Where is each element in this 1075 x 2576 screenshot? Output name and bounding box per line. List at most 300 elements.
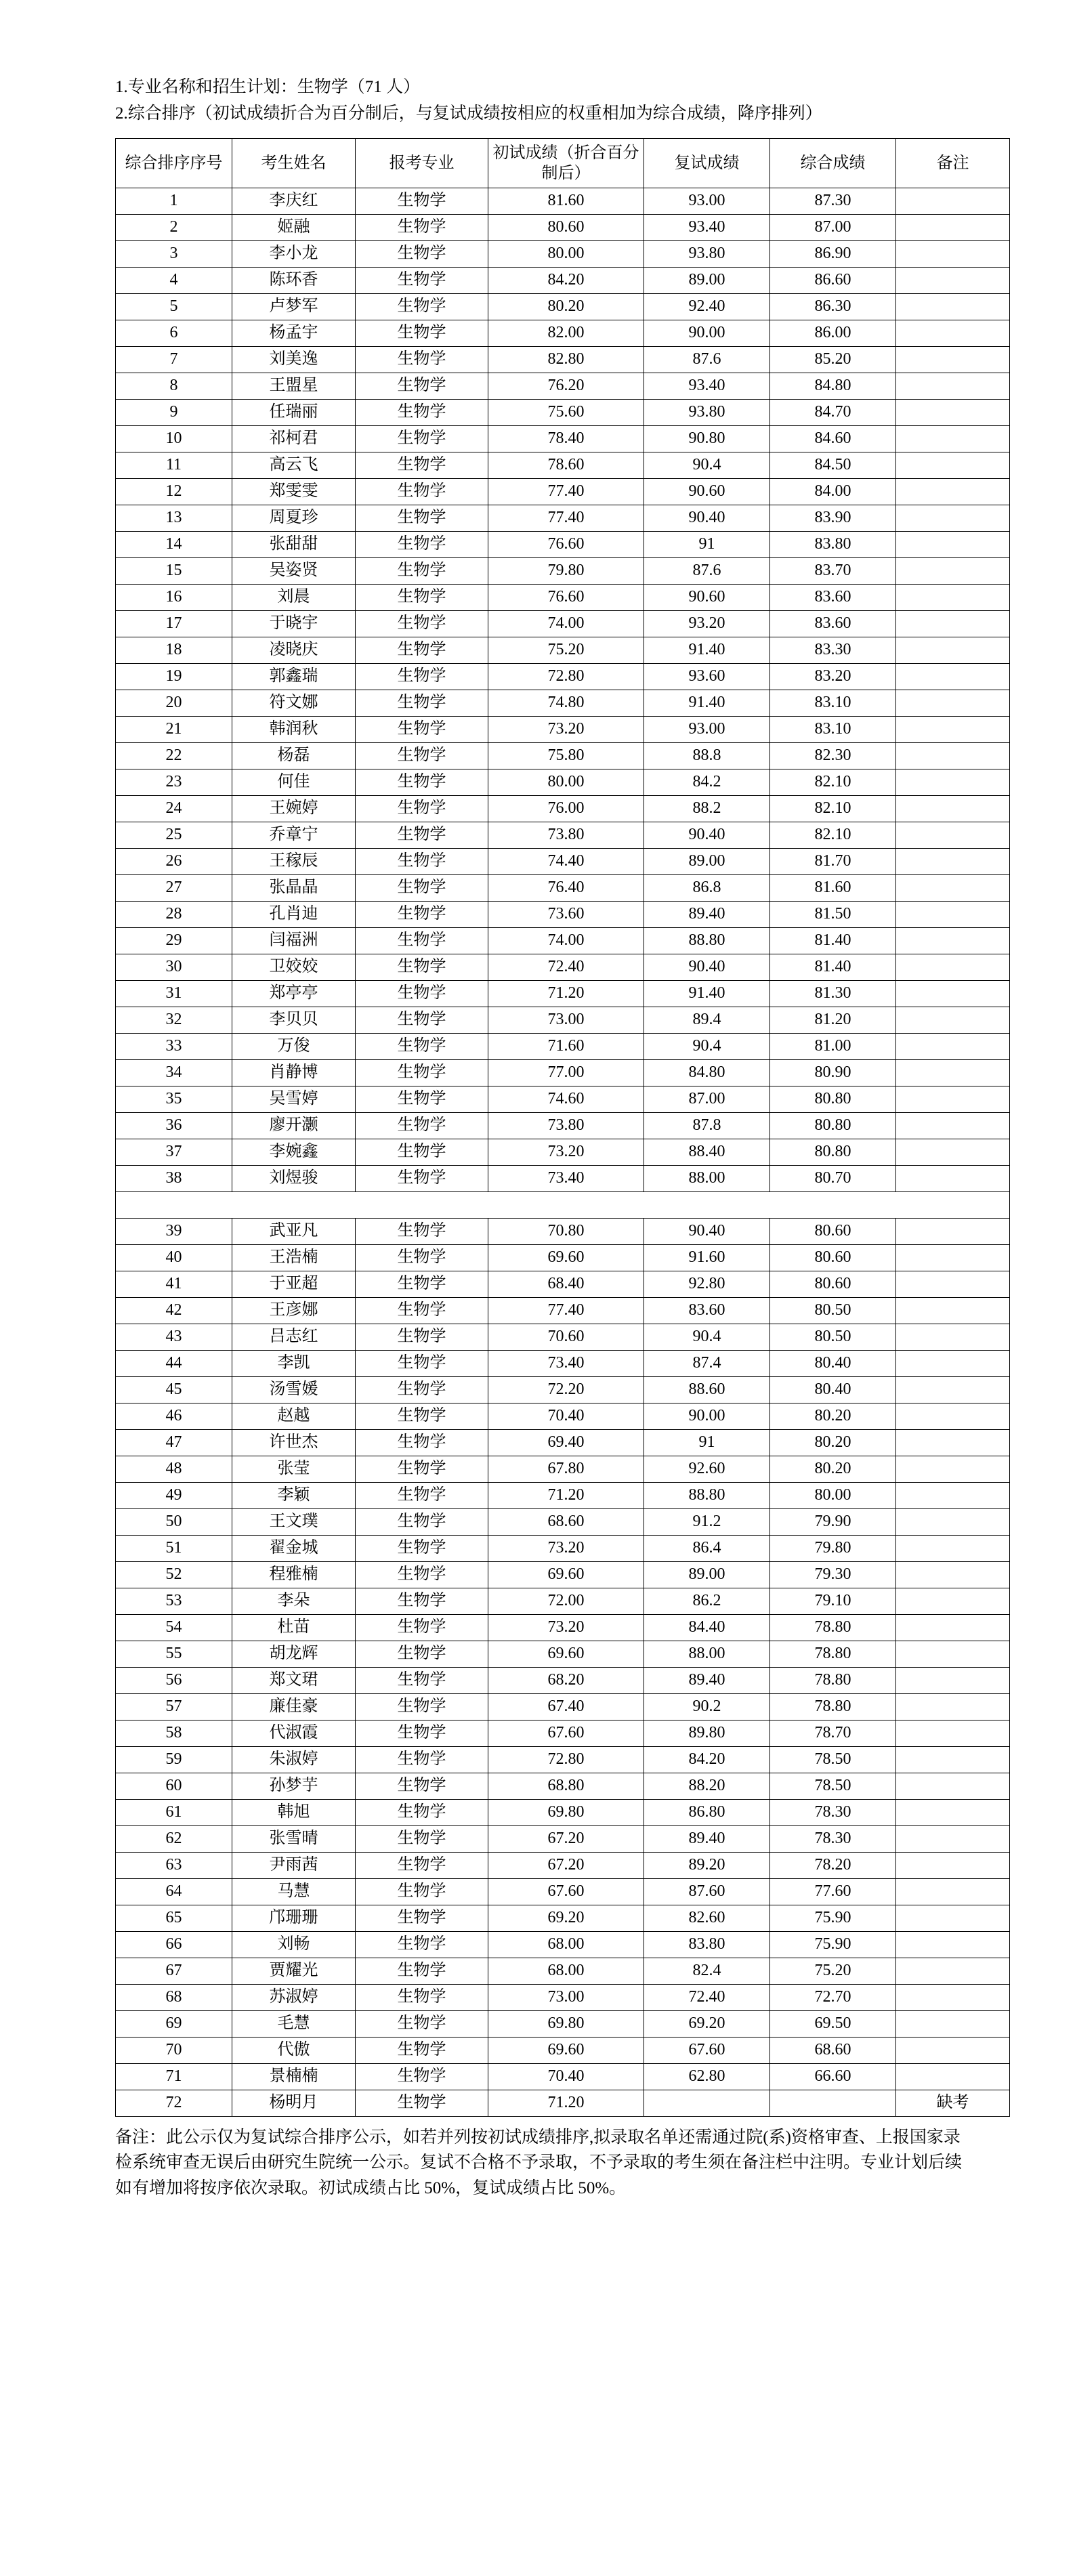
cell-name: 卢梦军 [232, 293, 356, 320]
cell-total-score [770, 2090, 896, 2116]
cell-total-score: 79.10 [770, 1588, 896, 1614]
cell-rank: 14 [116, 531, 232, 557]
cell-remark [896, 1852, 1010, 1878]
cell-initial-score: 69.60 [488, 1561, 644, 1588]
cell-major: 生物学 [356, 1799, 488, 1825]
cell-major: 生物学 [356, 637, 488, 663]
cell-retest-score: 93.60 [644, 663, 770, 690]
cell-retest-score: 86.8 [644, 874, 770, 901]
cell-remark [896, 1614, 1010, 1641]
table-row [116, 557, 1010, 584]
cell-retest-score: 93.40 [644, 214, 770, 240]
cell-rank: 42 [116, 1297, 232, 1324]
cell-remark [896, 240, 1010, 267]
cell-remark [896, 1429, 1010, 1456]
intro-block [115, 75, 960, 127]
cell-remark [896, 1508, 1010, 1535]
table-row [116, 1244, 1010, 1271]
cell-total-score: 78.80 [770, 1614, 896, 1641]
cell-rank: 70 [116, 2037, 232, 2063]
cell-major: 生物学 [356, 1958, 488, 1984]
cell-major: 生物学 [356, 716, 488, 742]
cell-remark [896, 267, 1010, 293]
cell-name: 张甜甜 [232, 531, 356, 557]
cell-rank: 11 [116, 452, 232, 478]
cell-name: 乔章宁 [232, 822, 356, 848]
cell-retest-score: 91.2 [644, 1508, 770, 1535]
cell-rank: 32 [116, 1007, 232, 1033]
table-row [116, 954, 1010, 980]
cell-major: 生物学 [356, 1033, 488, 1059]
cell-major: 生物学 [356, 1667, 488, 1693]
cell-remark [896, 214, 1010, 240]
cell-retest-score: 67.60 [644, 2037, 770, 2063]
cell-name: 任瑞丽 [232, 399, 356, 425]
cell-total-score: 83.20 [770, 663, 896, 690]
cell-major: 生物学 [356, 1984, 488, 2010]
cell-total-score: 84.70 [770, 399, 896, 425]
table-row [116, 505, 1010, 531]
table-row [116, 584, 1010, 610]
cell-major: 生物学 [356, 1086, 488, 1112]
cell-retest-score [644, 2090, 770, 2116]
cell-total-score: 84.50 [770, 452, 896, 478]
cell-name: 祁柯君 [232, 425, 356, 452]
table-row [116, 1429, 1010, 1456]
cell-major: 生物学 [356, 927, 488, 954]
cell-rank: 25 [116, 822, 232, 848]
cell-total-score: 78.50 [770, 1773, 896, 1799]
cell-total-score: 83.10 [770, 716, 896, 742]
cell-rank: 36 [116, 1112, 232, 1139]
cell-initial-score: 72.80 [488, 663, 644, 690]
cell-name: 许世杰 [232, 1429, 356, 1456]
cell-major: 生物学 [356, 2037, 488, 2063]
cell-rank: 66 [116, 1931, 232, 1958]
cell-initial-score: 73.00 [488, 1984, 644, 2010]
cell-rank: 59 [116, 1746, 232, 1773]
table-row [116, 240, 1010, 267]
cell-major: 生物学 [356, 1641, 488, 1667]
cell-remark [896, 980, 1010, 1007]
cell-total-score: 78.30 [770, 1825, 896, 1852]
table-row [116, 1350, 1010, 1376]
cell-name: 符文娜 [232, 690, 356, 716]
cell-initial-score: 73.00 [488, 1007, 644, 1033]
cell-name: 王彦娜 [232, 1297, 356, 1324]
table-row [116, 1825, 1010, 1852]
cell-total-score: 83.80 [770, 531, 896, 557]
cell-rank: 24 [116, 795, 232, 822]
cell-remark [896, 373, 1010, 399]
cell-rank: 41 [116, 1271, 232, 1297]
table-row [116, 1271, 1010, 1297]
cell-remark [896, 2037, 1010, 2063]
cell-retest-score: 88.2 [644, 795, 770, 822]
cell-major: 生物学 [356, 2090, 488, 2116]
cell-remark [896, 1376, 1010, 1403]
cell-name: 刘煜骏 [232, 1165, 356, 1191]
cell-total-score: 78.80 [770, 1641, 896, 1667]
table-row [116, 2037, 1010, 2063]
cell-remark [896, 822, 1010, 848]
cell-retest-score: 90.60 [644, 478, 770, 505]
cell-name: 王婉婷 [232, 795, 356, 822]
cell-rank: 2 [116, 214, 232, 240]
cell-name: 吴姿贤 [232, 557, 356, 584]
cell-total-score: 86.30 [770, 293, 896, 320]
cell-rank: 43 [116, 1324, 232, 1350]
table-row [116, 452, 1010, 478]
cell-initial-score: 78.60 [488, 452, 644, 478]
cell-major: 生物学 [356, 690, 488, 716]
cell-retest-score: 87.00 [644, 1086, 770, 1112]
cell-total-score: 79.30 [770, 1561, 896, 1588]
table-row [116, 1165, 1010, 1191]
cell-major: 生物学 [356, 2010, 488, 2037]
cell-major: 生物学 [356, 1773, 488, 1799]
cell-name: 张雪晴 [232, 1825, 356, 1852]
cell-initial-score: 73.20 [488, 1535, 644, 1561]
cell-initial-score: 71.60 [488, 1033, 644, 1059]
cell-major: 生物学 [356, 663, 488, 690]
cell-total-score: 82.30 [770, 742, 896, 769]
table-row [116, 1614, 1010, 1641]
cell-rank: 56 [116, 1667, 232, 1693]
cell-rank: 30 [116, 954, 232, 980]
cell-name: 廖开灏 [232, 1112, 356, 1139]
cell-name: 韩润秋 [232, 716, 356, 742]
cell-initial-score: 73.60 [488, 901, 644, 927]
table-row [116, 373, 1010, 399]
table-row [116, 478, 1010, 505]
table-row [116, 214, 1010, 240]
cell-total-score: 78.70 [770, 1720, 896, 1746]
cell-retest-score: 87.6 [644, 557, 770, 584]
cell-retest-score: 92.80 [644, 1271, 770, 1297]
cell-name: 邝珊珊 [232, 1905, 356, 1931]
cell-total-score: 80.80 [770, 1139, 896, 1165]
cell-retest-score: 91.60 [644, 1244, 770, 1271]
cell-major: 生物学 [356, 320, 488, 346]
cell-initial-score: 68.20 [488, 1667, 644, 1693]
cell-initial-score: 77.40 [488, 478, 644, 505]
cell-total-score: 85.20 [770, 346, 896, 373]
cell-total-score: 80.20 [770, 1429, 896, 1456]
cell-retest-score: 88.80 [644, 1482, 770, 1508]
cell-rank: 12 [116, 478, 232, 505]
cell-retest-score: 91.40 [644, 690, 770, 716]
table-row [116, 1482, 1010, 1508]
cell-remark [896, 901, 1010, 927]
cell-name: 李贝贝 [232, 1007, 356, 1033]
cell-rank: 21 [116, 716, 232, 742]
cell-initial-score: 70.40 [488, 1403, 644, 1429]
cell-retest-score: 84.40 [644, 1614, 770, 1641]
cell-rank: 51 [116, 1535, 232, 1561]
cell-name: 赵越 [232, 1403, 356, 1429]
cell-initial-score: 82.80 [488, 346, 644, 373]
cell-total-score: 80.20 [770, 1456, 896, 1482]
cell-name: 代淑霞 [232, 1720, 356, 1746]
table-row [116, 1746, 1010, 1773]
cell-name: 贾耀光 [232, 1958, 356, 1984]
cell-remark [896, 1165, 1010, 1191]
cell-retest-score: 90.2 [644, 1693, 770, 1720]
cell-name: 刘晨 [232, 584, 356, 610]
cell-total-score: 68.60 [770, 2037, 896, 2063]
cell-name: 高云飞 [232, 452, 356, 478]
cell-initial-score: 67.60 [488, 1720, 644, 1746]
cell-major: 生物学 [356, 1852, 488, 1878]
cell-major: 生物学 [356, 1693, 488, 1720]
cell-retest-score: 90.4 [644, 1324, 770, 1350]
cell-initial-score: 69.60 [488, 2037, 644, 2063]
cell-rank: 9 [116, 399, 232, 425]
table-row [116, 1086, 1010, 1112]
cell-remark [896, 1905, 1010, 1931]
cell-initial-score: 69.40 [488, 1429, 644, 1456]
table-row [116, 2010, 1010, 2037]
cell-major: 生物学 [356, 1297, 488, 1324]
cell-retest-score: 93.00 [644, 188, 770, 214]
cell-rank: 31 [116, 980, 232, 1007]
cell-retest-score: 89.00 [644, 267, 770, 293]
cell-retest-score: 69.20 [644, 2010, 770, 2037]
cell-initial-score: 74.00 [488, 610, 644, 637]
table-row [116, 716, 1010, 742]
cell-total-score: 83.30 [770, 637, 896, 663]
cell-retest-score: 88.8 [644, 742, 770, 769]
cell-total-score: 82.10 [770, 822, 896, 848]
table-row [116, 2063, 1010, 2090]
cell-initial-score: 76.60 [488, 584, 644, 610]
cell-retest-score: 87.8 [644, 1112, 770, 1139]
cell-major: 生物学 [356, 1456, 488, 1482]
cell-total-score: 81.40 [770, 954, 896, 980]
cell-total-score: 78.30 [770, 1799, 896, 1825]
cell-major: 生物学 [356, 874, 488, 901]
cell-total-score: 75.90 [770, 1905, 896, 1931]
cell-rank: 63 [116, 1852, 232, 1878]
cell-initial-score: 69.80 [488, 1799, 644, 1825]
cell-initial-score: 76.60 [488, 531, 644, 557]
cell-initial-score: 84.20 [488, 267, 644, 293]
table-row [116, 1218, 1010, 1244]
cell-remark [896, 399, 1010, 425]
table-row [116, 1931, 1010, 1958]
cell-retest-score: 90.80 [644, 425, 770, 452]
table-row [116, 1403, 1010, 1429]
cell-total-score: 80.40 [770, 1350, 896, 1376]
cell-rank: 54 [116, 1614, 232, 1641]
cell-rank: 33 [116, 1033, 232, 1059]
cell-remark [896, 663, 1010, 690]
cell-name: 李小龙 [232, 240, 356, 267]
table-row [116, 1139, 1010, 1165]
table-row [116, 1958, 1010, 1984]
cell-retest-score: 84.2 [644, 769, 770, 795]
cell-remark [896, 1456, 1010, 1482]
cell-initial-score: 68.80 [488, 1773, 644, 1799]
ranking-table [115, 138, 1010, 2117]
cell-remark [896, 478, 1010, 505]
cell-retest-score: 93.80 [644, 240, 770, 267]
cell-major: 生物学 [356, 1931, 488, 1958]
cell-retest-score: 89.40 [644, 901, 770, 927]
cell-retest-score: 82.60 [644, 1905, 770, 1931]
cell-rank: 55 [116, 1641, 232, 1667]
cell-initial-score: 80.20 [488, 293, 644, 320]
cell-major: 生物学 [356, 1878, 488, 1905]
cell-initial-score: 73.80 [488, 1112, 644, 1139]
intro-line-ranking: 2.综合排序（初试成绩折合为百分制后，与复试成绩按相应的权重相加为综合成绩，降序排列） [115, 104, 822, 123]
cell-name: 王稼辰 [232, 848, 356, 874]
cell-retest-score: 89.20 [644, 1852, 770, 1878]
cell-initial-score: 73.20 [488, 716, 644, 742]
cell-total-score: 81.50 [770, 901, 896, 927]
cell-name: 凌晓庆 [232, 637, 356, 663]
cell-total-score: 78.80 [770, 1693, 896, 1720]
cell-initial-score: 74.60 [488, 1086, 644, 1112]
cell-major: 生物学 [356, 1482, 488, 1508]
cell-rank: 3 [116, 240, 232, 267]
cell-initial-score: 75.20 [488, 637, 644, 663]
cell-name: 杨孟宇 [232, 320, 356, 346]
table-row [116, 267, 1010, 293]
cell-name: 王文璞 [232, 1508, 356, 1535]
table-row [116, 1799, 1010, 1825]
cell-retest-score: 90.40 [644, 954, 770, 980]
cell-initial-score: 73.40 [488, 1350, 644, 1376]
cell-major: 生物学 [356, 505, 488, 531]
cell-remark [896, 452, 1010, 478]
cell-major: 生物学 [356, 1218, 488, 1244]
cell-rank: 4 [116, 267, 232, 293]
cell-total-score: 80.90 [770, 1059, 896, 1086]
cell-retest-score: 88.40 [644, 1139, 770, 1165]
cell-remark [896, 1033, 1010, 1059]
cell-remark [896, 690, 1010, 716]
cell-major: 生物学 [356, 188, 488, 214]
cell-initial-score: 80.60 [488, 214, 644, 240]
cell-initial-score: 76.20 [488, 373, 644, 399]
cell-total-score: 80.00 [770, 1482, 896, 1508]
cell-rank: 19 [116, 663, 232, 690]
cell-retest-score: 86.2 [644, 1588, 770, 1614]
cell-remark [896, 1667, 1010, 1693]
cell-total-score: 83.10 [770, 690, 896, 716]
cell-rank: 68 [116, 1984, 232, 2010]
cell-remark [896, 2010, 1010, 2037]
cell-rank: 40 [116, 1244, 232, 1271]
cell-total-score: 83.90 [770, 505, 896, 531]
cell-total-score: 86.00 [770, 320, 896, 346]
column-header-initial-score: 初试成绩（折合百分制后） [488, 138, 644, 188]
cell-rank: 72 [116, 2090, 232, 2116]
cell-remark [896, 1746, 1010, 1773]
cell-major: 生物学 [356, 1271, 488, 1297]
cell-name: 于晓宇 [232, 610, 356, 637]
cell-retest-score: 93.80 [644, 399, 770, 425]
cell-name: 吕志红 [232, 1324, 356, 1350]
cell-retest-score: 90.00 [644, 320, 770, 346]
cell-rank: 57 [116, 1693, 232, 1720]
cell-rank: 47 [116, 1429, 232, 1456]
cell-remark [896, 769, 1010, 795]
cell-name: 胡龙辉 [232, 1641, 356, 1667]
cell-total-score: 78.80 [770, 1667, 896, 1693]
cell-remark [896, 346, 1010, 373]
cell-major: 生物学 [356, 373, 488, 399]
cell-remark [896, 2063, 1010, 2090]
cell-total-score: 80.20 [770, 1403, 896, 1429]
cell-remark [896, 1350, 1010, 1376]
cell-initial-score: 69.80 [488, 2010, 644, 2037]
cell-retest-score: 89.4 [644, 1007, 770, 1033]
cell-total-score: 81.30 [770, 980, 896, 1007]
cell-initial-score: 77.40 [488, 505, 644, 531]
cell-initial-score: 70.40 [488, 2063, 644, 2090]
cell-initial-score: 68.00 [488, 1931, 644, 1958]
cell-major: 生物学 [356, 1614, 488, 1641]
cell-total-score: 81.00 [770, 1033, 896, 1059]
cell-major: 生物学 [356, 2063, 488, 2090]
cell-remark [896, 1244, 1010, 1271]
cell-remark [896, 610, 1010, 637]
cell-rank: 22 [116, 742, 232, 769]
cell-name: 廉佳豪 [232, 1693, 356, 1720]
cell-initial-score: 67.60 [488, 1878, 644, 1905]
cell-initial-score: 68.00 [488, 1958, 644, 1984]
cell-remark [896, 716, 1010, 742]
cell-name: 王盟星 [232, 373, 356, 399]
cell-remark [896, 1931, 1010, 1958]
cell-remark [896, 1958, 1010, 1984]
table-row [116, 1324, 1010, 1350]
cell-major: 生物学 [356, 1112, 488, 1139]
column-header-remark: 备注 [896, 138, 1010, 188]
cell-rank: 53 [116, 1588, 232, 1614]
cell-retest-score: 90.40 [644, 822, 770, 848]
footer-note: 备注：此公示仅为复试综合排序公示，如若并列按初试成绩排序,拟录取名单还需通过院(系)资格审查、上报国家录检系统审查无误后由研究生院统一公示。复试不合格不予录取，不予录取的考生须在备注栏中注明。专业计划后续如有增加将按序依次录取。初试成绩占比 50%，复试成绩占比 50%。 [115, 2128, 963, 2197]
cell-total-score: 82.10 [770, 769, 896, 795]
cell-retest-score: 88.00 [644, 1641, 770, 1667]
cell-remark [896, 1139, 1010, 1165]
cell-total-score: 80.60 [770, 1244, 896, 1271]
cell-initial-score: 76.40 [488, 874, 644, 901]
cell-rank: 37 [116, 1139, 232, 1165]
cell-name: 吴雪婷 [232, 1086, 356, 1112]
cell-initial-score: 67.20 [488, 1852, 644, 1878]
cell-remark [896, 1693, 1010, 1720]
cell-initial-score: 69.60 [488, 1641, 644, 1667]
cell-name: 张莹 [232, 1456, 356, 1482]
cell-rank: 64 [116, 1878, 232, 1905]
cell-name: 孔肖迪 [232, 901, 356, 927]
cell-rank: 17 [116, 610, 232, 637]
cell-retest-score: 91 [644, 1429, 770, 1456]
cell-major: 生物学 [356, 478, 488, 505]
table-row [116, 1588, 1010, 1614]
cell-remark [896, 954, 1010, 980]
cell-major: 生物学 [356, 1746, 488, 1773]
cell-name: 李婉鑫 [232, 1139, 356, 1165]
cell-rank: 58 [116, 1720, 232, 1746]
cell-name: 马慧 [232, 1878, 356, 1905]
table-row [116, 742, 1010, 769]
cell-remark [896, 557, 1010, 584]
